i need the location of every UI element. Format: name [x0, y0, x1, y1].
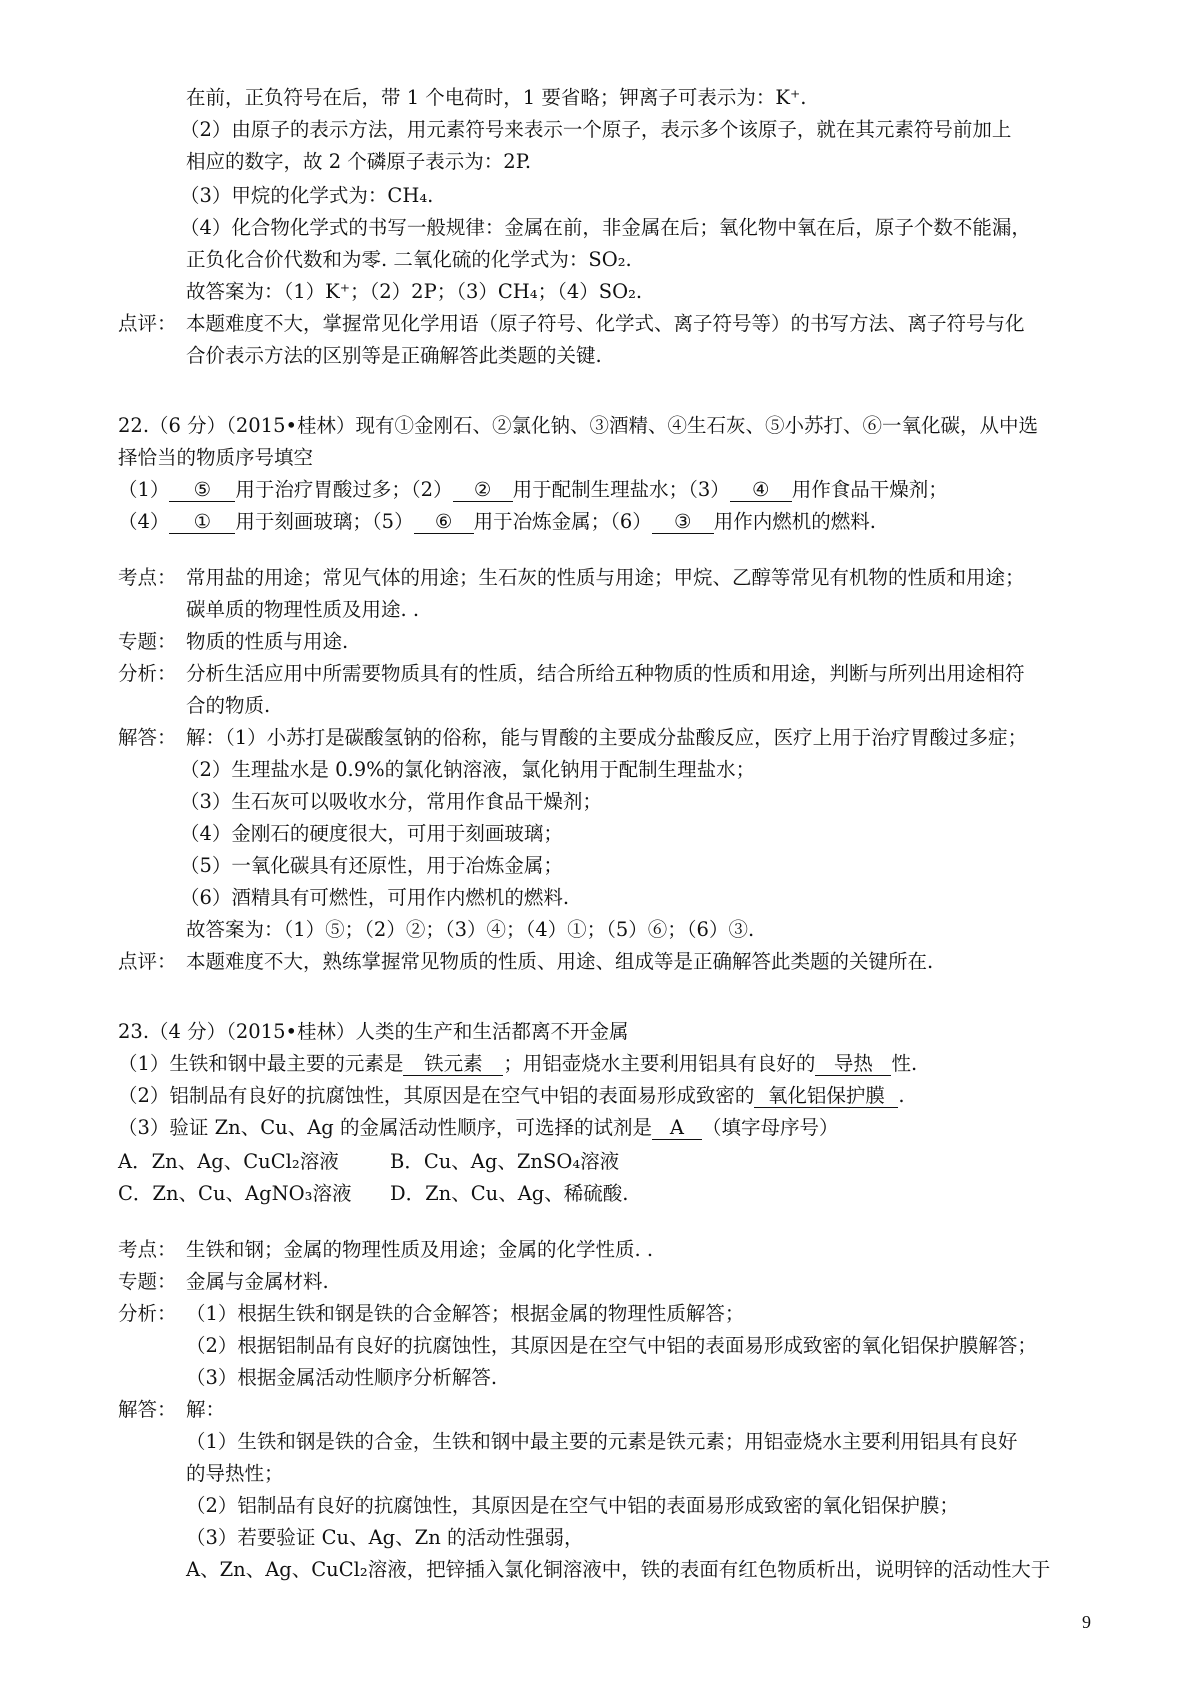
- text-line: 相应的数字，故 2 个磷原子表示为：2P.: [186, 150, 532, 173]
- blank-text: 用于配制生理盐水；（3）: [512, 478, 730, 501]
- jieda-text: 的导热性；: [186, 1462, 284, 1485]
- kaodian-label: 考点：: [118, 1238, 177, 1261]
- answer-blank: 铁元素: [403, 1053, 503, 1076]
- fill-blank-row: [118, 1114, 838, 1142]
- kaodian-text: 生铁和钢；金属的物理性质及用途；金属的化学性质. .: [186, 1238, 654, 1261]
- blank-prefix: （4）: [118, 510, 170, 533]
- jieda-text: 解：（1）小苏打是碳酸氢钠的俗称，能与胃酸的主要成分盐酸反应，医疗上用于治疗胃酸过多症；: [186, 726, 1028, 749]
- text-line: （3）甲烷的化学式为：CH₄.: [180, 184, 434, 207]
- jieda-text: （4）金刚石的硬度很大，可用于刻画玻璃；: [180, 822, 563, 845]
- blank-text: 用于治疗胃酸过多；（2）: [235, 478, 453, 501]
- jieda-text: 解：: [186, 1398, 226, 1421]
- blank-text: （2）铝制品有良好的抗腐蚀性，其原因是在空气中铝的表面易形成致密的: [118, 1084, 755, 1107]
- blank-prefix: （1）: [118, 478, 170, 501]
- answer-blank: ②: [453, 479, 513, 502]
- blank-text: 用于刻画玻璃；（5）: [235, 510, 414, 533]
- option-b: B．Cu、Ag、ZnSO₄溶液: [390, 1150, 620, 1173]
- blank-text: （填字母序号）: [701, 1116, 839, 1139]
- kaodian-label: 考点：: [118, 566, 177, 589]
- comment-label: 点评：: [118, 312, 177, 335]
- fenxi-text: （2）根据铝制品有良好的抗腐蚀性，其原因是在空气中铝的表面易形成致密的氧化铝保护膜解答；: [186, 1334, 1037, 1357]
- answer-blank: 氧化铝保护膜: [754, 1085, 898, 1108]
- jieda-label: 解答：: [118, 726, 177, 749]
- jieda-text: A、Zn、Ag、CuCl₂溶液，把锌插入氯化铜溶液中，铁的表面有红色物质析出，说明锌的活动性大于: [186, 1558, 1051, 1581]
- text-line: （2）由原子的表示方法，用元素符号来表示一个原子，表示多个该原子，就在其元素符号前加上: [180, 118, 1012, 141]
- jieda-text: （5）一氧化碳具有还原性，用于冶炼金属；: [180, 854, 563, 877]
- question-stem: 22.（6 分）（2015•桂林）现有①金刚石、②氯化钠、③酒精、④生石灰、⑤小苏打、⑥一氧化碳，从中选: [118, 414, 1038, 437]
- fill-blank-row: [118, 476, 948, 504]
- zhuanti-text: 金属与金属材料.: [186, 1270, 329, 1293]
- comment-text: 本题难度不大，掌握常见化学用语（原子符号、化学式、离子符号等）的书写方法、离子符号与化: [186, 312, 1025, 335]
- answer-blank: ⑤: [169, 479, 235, 502]
- answer-blank: ④: [730, 479, 792, 502]
- jieda-label: 解答：: [118, 1398, 177, 1421]
- option-c: C．Zn、Cu、AgNO₃溶液: [118, 1182, 352, 1205]
- answer-blank: ③: [652, 511, 714, 534]
- fenxi-text: （1）根据生铁和钢是铁的合金解答；根据金属的物理性质解答；: [186, 1302, 745, 1325]
- jieda-text: （2）生理盐水是 0.9%的氯化钠溶液，氯化钠用于配制生理盐水；: [180, 758, 756, 781]
- zhuanti-label: 专题：: [118, 1270, 177, 1293]
- blank-text: 性.: [891, 1052, 918, 1075]
- answer-line: 故答案为：（1）K⁺；（2）2P；（3）CH₄；（4）SO₂.: [186, 280, 643, 303]
- blank-text: （1）生铁和钢中最主要的元素是: [118, 1052, 404, 1075]
- kaodian-text: 碳单质的物理性质及用途. .: [186, 598, 420, 621]
- zhuanti-label: 专题：: [118, 630, 177, 653]
- text-line: （4）化合物化学式的书写一般规律：金属在前，非金属在后；氧化物中氧在后，原子个数不能漏，: [180, 216, 1031, 239]
- blank-text: .: [898, 1084, 905, 1107]
- fenxi-text: 合的物质.: [186, 694, 271, 717]
- jieda-text: （6）酒精具有可燃性，可用作内燃机的燃料.: [180, 886, 570, 909]
- fenxi-label: 分析：: [118, 662, 177, 685]
- fill-blank-row: [118, 1050, 917, 1078]
- answer-blank: A: [652, 1117, 702, 1140]
- question-stem: 23.（4 分）（2015•桂林）人类的生产和生活都离不开金属: [118, 1020, 629, 1043]
- dianping-text: 本题难度不大，熟练掌握常见物质的性质、用途、组成等是正确解答此类题的关键所在.: [186, 950, 934, 973]
- blank-text: （3）验证 Zn、Cu、Ag 的金属活动性顺序，可选择的试剂是: [118, 1116, 652, 1139]
- dianping-label: 点评：: [118, 950, 177, 973]
- text-line: 正负化合价代数和为零. 二氧化硫的化学式为：SO₂.: [186, 248, 632, 271]
- jieda-text: （1）生铁和钢是铁的合金，生铁和钢中最主要的元素是铁元素；用铝壶烧水主要利用铝具有良好: [186, 1430, 1018, 1453]
- blank-text: 用作食品干燥剂；: [791, 478, 948, 501]
- blank-text: ；用铝壶烧水主要利用铝具有良好的: [503, 1052, 816, 1075]
- blank-text: 用作内燃机的燃料.: [713, 510, 876, 533]
- answer-blank: ⑥: [414, 511, 474, 534]
- blank-text: 用于冶炼金属；（6）: [473, 510, 652, 533]
- fill-blank-row: [118, 1082, 905, 1110]
- answer-blank: ①: [169, 511, 235, 534]
- fenxi-text: 分析生活应用中所需要物质具有的性质，结合所给五种物质的性质和用途，判断与所列出用途相符: [186, 662, 1025, 685]
- answer-blank: 导热: [815, 1053, 891, 1076]
- fill-blank-row: [118, 508, 876, 536]
- option-d: D．Zn、Cu、Ag、稀硫酸.: [390, 1182, 629, 1205]
- zhuanti-text: 物质的性质与用途.: [186, 630, 349, 653]
- kaodian-text: 常用盐的用途；常见气体的用途；生石灰的性质与用途；甲烷、乙醇等常见有机物的性质和用途；: [186, 566, 1025, 589]
- option-a: A．Zn、Ag、CuCl₂溶液: [118, 1150, 339, 1173]
- jieda-text: （3）生石灰可以吸收水分，常用作食品干燥剂；: [180, 790, 602, 813]
- question-stem: 择恰当的物质序号填空: [118, 446, 314, 469]
- fenxi-text: （3）根据金属活动性顺序分析解答.: [186, 1366, 498, 1389]
- jieda-text: （2）铝制品有良好的抗腐蚀性，其原因是在空气中铝的表面易形成致密的氧化铝保护膜；: [186, 1494, 959, 1517]
- comment-text: 合价表示方法的区别等是正确解答此类题的关键.: [186, 344, 602, 367]
- jieda-text: （3）若要验证 Cu、Ag、Zn 的活动性强弱，: [186, 1526, 584, 1549]
- answer-line: 故答案为：（1）⑤；（2）②；（3）④；（4）①；（5）⑥；（6）③.: [186, 918, 755, 941]
- page-number: 9: [1082, 1612, 1091, 1632]
- text-line: 在前，正负符号在后，带 1 个电荷时，1 要省略；钾离子可表示为：K⁺.: [186, 86, 807, 109]
- fenxi-label: 分析：: [118, 1302, 177, 1325]
